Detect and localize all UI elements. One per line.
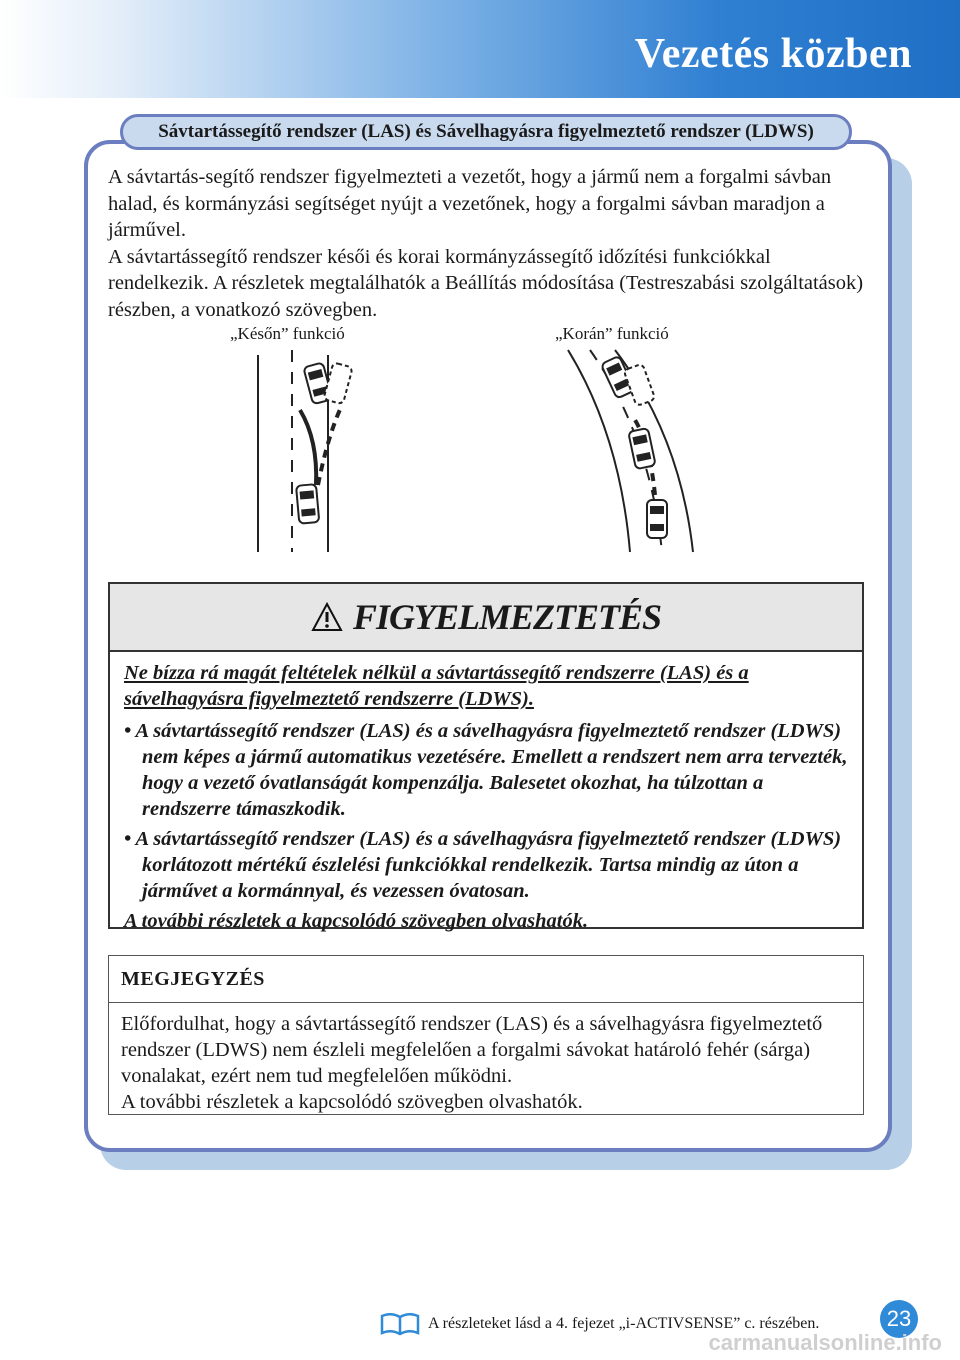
warning-item-1: • A sávtartássegítő rendszer (LAS) és a sávelhagyásra figyelmeztető rendszer (LDWS) nem képes a jármű automatikus vezetésére. Emellett a rendszert nem arra tervezték, hogy a vezető óvatlanságát kompenzálja. Balesetet okozhat, ha túlzottan a rendszerre támaszkodik. bbox=[124, 720, 848, 820]
intro-text bbox=[108, 164, 868, 323]
page-number: 23 bbox=[880, 1300, 918, 1338]
warning-footnote: A további részletek a kapcsolódó szövegben olvashatók. bbox=[124, 910, 589, 932]
intro-paragraph-1: A sávtartás-segítő rendszer figyelmezteti a vezetőt, hogy a jármű nem a forgalmi sávban halad, és kormányzási segítséget nyújt a vezetőnek, hogy a forgalmi sávban maradjon a járművel. bbox=[108, 166, 832, 241]
late-function-label: „Későn” funkció bbox=[230, 324, 345, 343]
warning-box bbox=[108, 582, 864, 932]
warning-body bbox=[110, 652, 862, 934]
note-paragraph-2: A további részletek a kapcsolódó szövegben olvashatók. bbox=[121, 1091, 583, 1113]
section-title: Sávtartássegítő rendszer (LAS) és Sávelhagyásra figyelmeztető rendszer (LDWS) bbox=[120, 114, 852, 150]
note-paragraph-1: Előfordulhat, hogy a sávtartássegítő rendszer (LAS) és a sávelhagyásra figyelmeztető rendszer (LDWS) nem észleli megfelelően a forgalmi sávokat határoló fehér (sárga) vonalakat, ezért nem tud megfelelően működni. bbox=[121, 1013, 823, 1087]
car-icon bbox=[296, 484, 319, 524]
warning-item-2: • A sávtartássegítő rendszer (LAS) és a sávelhagyásra figyelmeztető rendszer (LDWS) korlátozott mértékű észlelési funkciókkal rendelkezik. Tartsa mindig az úton a járművet a kormánnyal, és vezessen óvatosan. bbox=[124, 828, 842, 902]
warning-header bbox=[110, 584, 862, 652]
warning-triangle-icon bbox=[311, 602, 343, 632]
book-icon bbox=[380, 1312, 420, 1336]
warning-lead: Ne bízza rá magát feltételek nélkül a sávtartássegítő rendszerre (LAS) és a sávelhagyásra figyelmeztető rendszerre (LDWS). bbox=[124, 662, 749, 710]
path-dashed bbox=[318, 405, 342, 485]
note-box bbox=[108, 955, 864, 1115]
warning-title: FIGYELMEZTETÉS bbox=[352, 597, 662, 637]
note-title: MEGJEGYZÉS bbox=[109, 956, 863, 1003]
intro-paragraph-2: A sávtartássegítő rendszer késői és korai kormányzássegítő időzítési funkciókkal rendelkezik. A részletek megtalálhatók a Beállítás módosítása (Testreszabási szolgáltatások) részben, a vonatkozó szövegben. bbox=[108, 245, 864, 321]
footer-reference-text: A részleteket lásd a 4. fejezet „i-ACTIVSENSE” c. részében. bbox=[428, 1315, 820, 1332]
watermark: carmanualsonline.info bbox=[708, 1330, 942, 1355]
path-solid bbox=[300, 410, 316, 485]
car-icon bbox=[647, 500, 667, 538]
page-title: Vezetés közben bbox=[634, 31, 912, 77]
late-function-diagram bbox=[240, 345, 380, 557]
car-icon bbox=[628, 428, 655, 469]
early-function-label: „Korán” funkció bbox=[555, 324, 669, 343]
early-function-diagram bbox=[560, 345, 710, 557]
note-body bbox=[109, 1003, 863, 1115]
